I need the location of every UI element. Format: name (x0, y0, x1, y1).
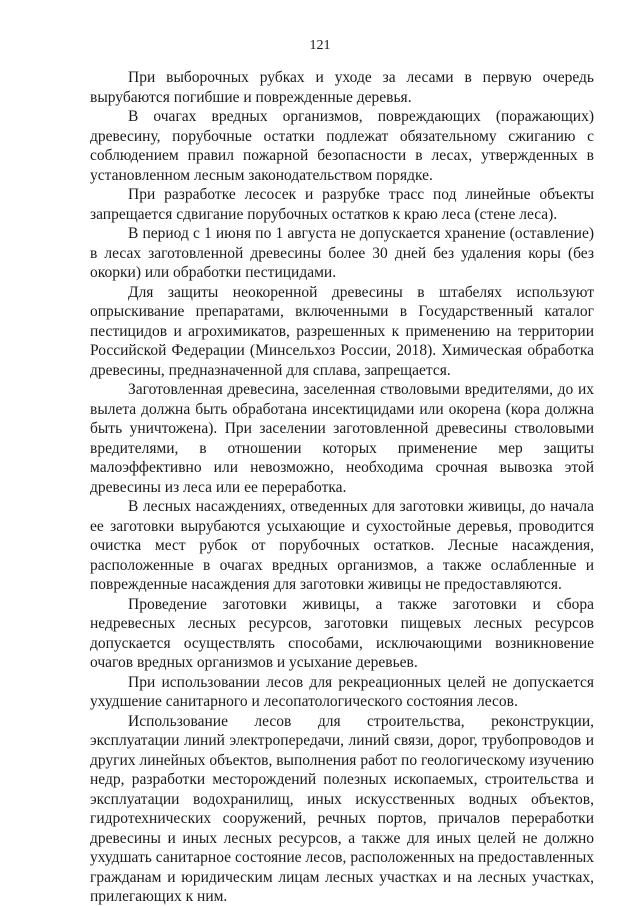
paragraph-10: Использование лесов для строительства, реконструкции, эксплуатации линий электропередачи, линий связи, дорог, трубопроводов и других линейных объектов, выполнения работ по геологическому изучению недр, разработки месторождений полезных ископаемых, строительства и эксплуатации водохранилищ, иных искусственных водных объектов, гидротехнических сооружений, речных портов, причалов переработки древесины и иных лесных ресурсов, а также для иных целей не должно ухудшать санитарное состояние лесов, расположенных на предоставленных гражданам и юридическим лицам лесных участках и на лесных участках, прилегающих к ним. (90, 712, 594, 905)
paragraph-2: В очагах вредных организмов, повреждающих (поражающих) древесину, порубочные остатки подлежат обязательному сжиганию с соблюдением правил пожарной безопасности в лесах, утвержденных в установленном лесным законодательством порядке. (90, 108, 594, 184)
page-number: 121 (309, 38, 331, 53)
paragraph-8: Проведение заготовки живицы, а также заготовки и сбора недревесных лесных ресурсов, заготовки пищевых лесных ресурсов допускается осуществлять способами, исключающими возникновение очагов вредных организмов и усыхание деревьев. (90, 595, 594, 671)
document-body (90, 68, 594, 907)
paragraph-4: В период с 1 июня по 1 августа не допускается хранение (оставление) в лесах заготовленной древесины более 30 дней без удаления коры (без окорки) или обработки пестицидами. (90, 225, 594, 281)
paragraph-5: Для защиты неокоренной древесины в штабелях используют опрыскивание препаратами, включенными в Государственный каталог пестицидов и агрохимикатов, разрешенных к применению на территории Российской Федерации (Минсельхоз России, 2018). Химическая обработка древесины, предназначенной для сплава, запрещается. (90, 283, 594, 379)
paragraph-3: При разработке лесосек и разрубке трасс под линейные объекты запрещается сдвигание порубочных остатков к краю леса (стене леса). (90, 186, 594, 223)
paragraph-7: В лесных насаждениях, отведенных для заготовки живицы, до начала ее заготовки вырубаются усыхающие и сухостойные деревья, проводится очистка мест рубок от порубочных остатков. Лесные насаждения, расположенные в очагах вредных организмов, а также ослабленные и поврежденные насаждения для заготовки живицы не предоставляются. (90, 498, 594, 593)
paragraph-9: При использовании лесов для рекреационных целей не допускается ухудшение санитарного и лесопатологического состояния лесов. (90, 673, 594, 710)
paragraph-1: При выборочных рубках и уходе за лесами в первую очередь вырубаются погибшие и поврежденные деревья. (90, 69, 594, 106)
paragraph-6: Заготовленная древесина, заселенная стволовыми вредителями, до их вылета должна быть обработана инсектицидами или окорена (кора должна быть уничтожена). При заселении заготовленной древесины стволовыми вредителями, в отношении которых применение мер защиты малоэффективно или невозможно, необходима срочная вывозка этой древесины из леса или ее переработка. (90, 381, 594, 496)
